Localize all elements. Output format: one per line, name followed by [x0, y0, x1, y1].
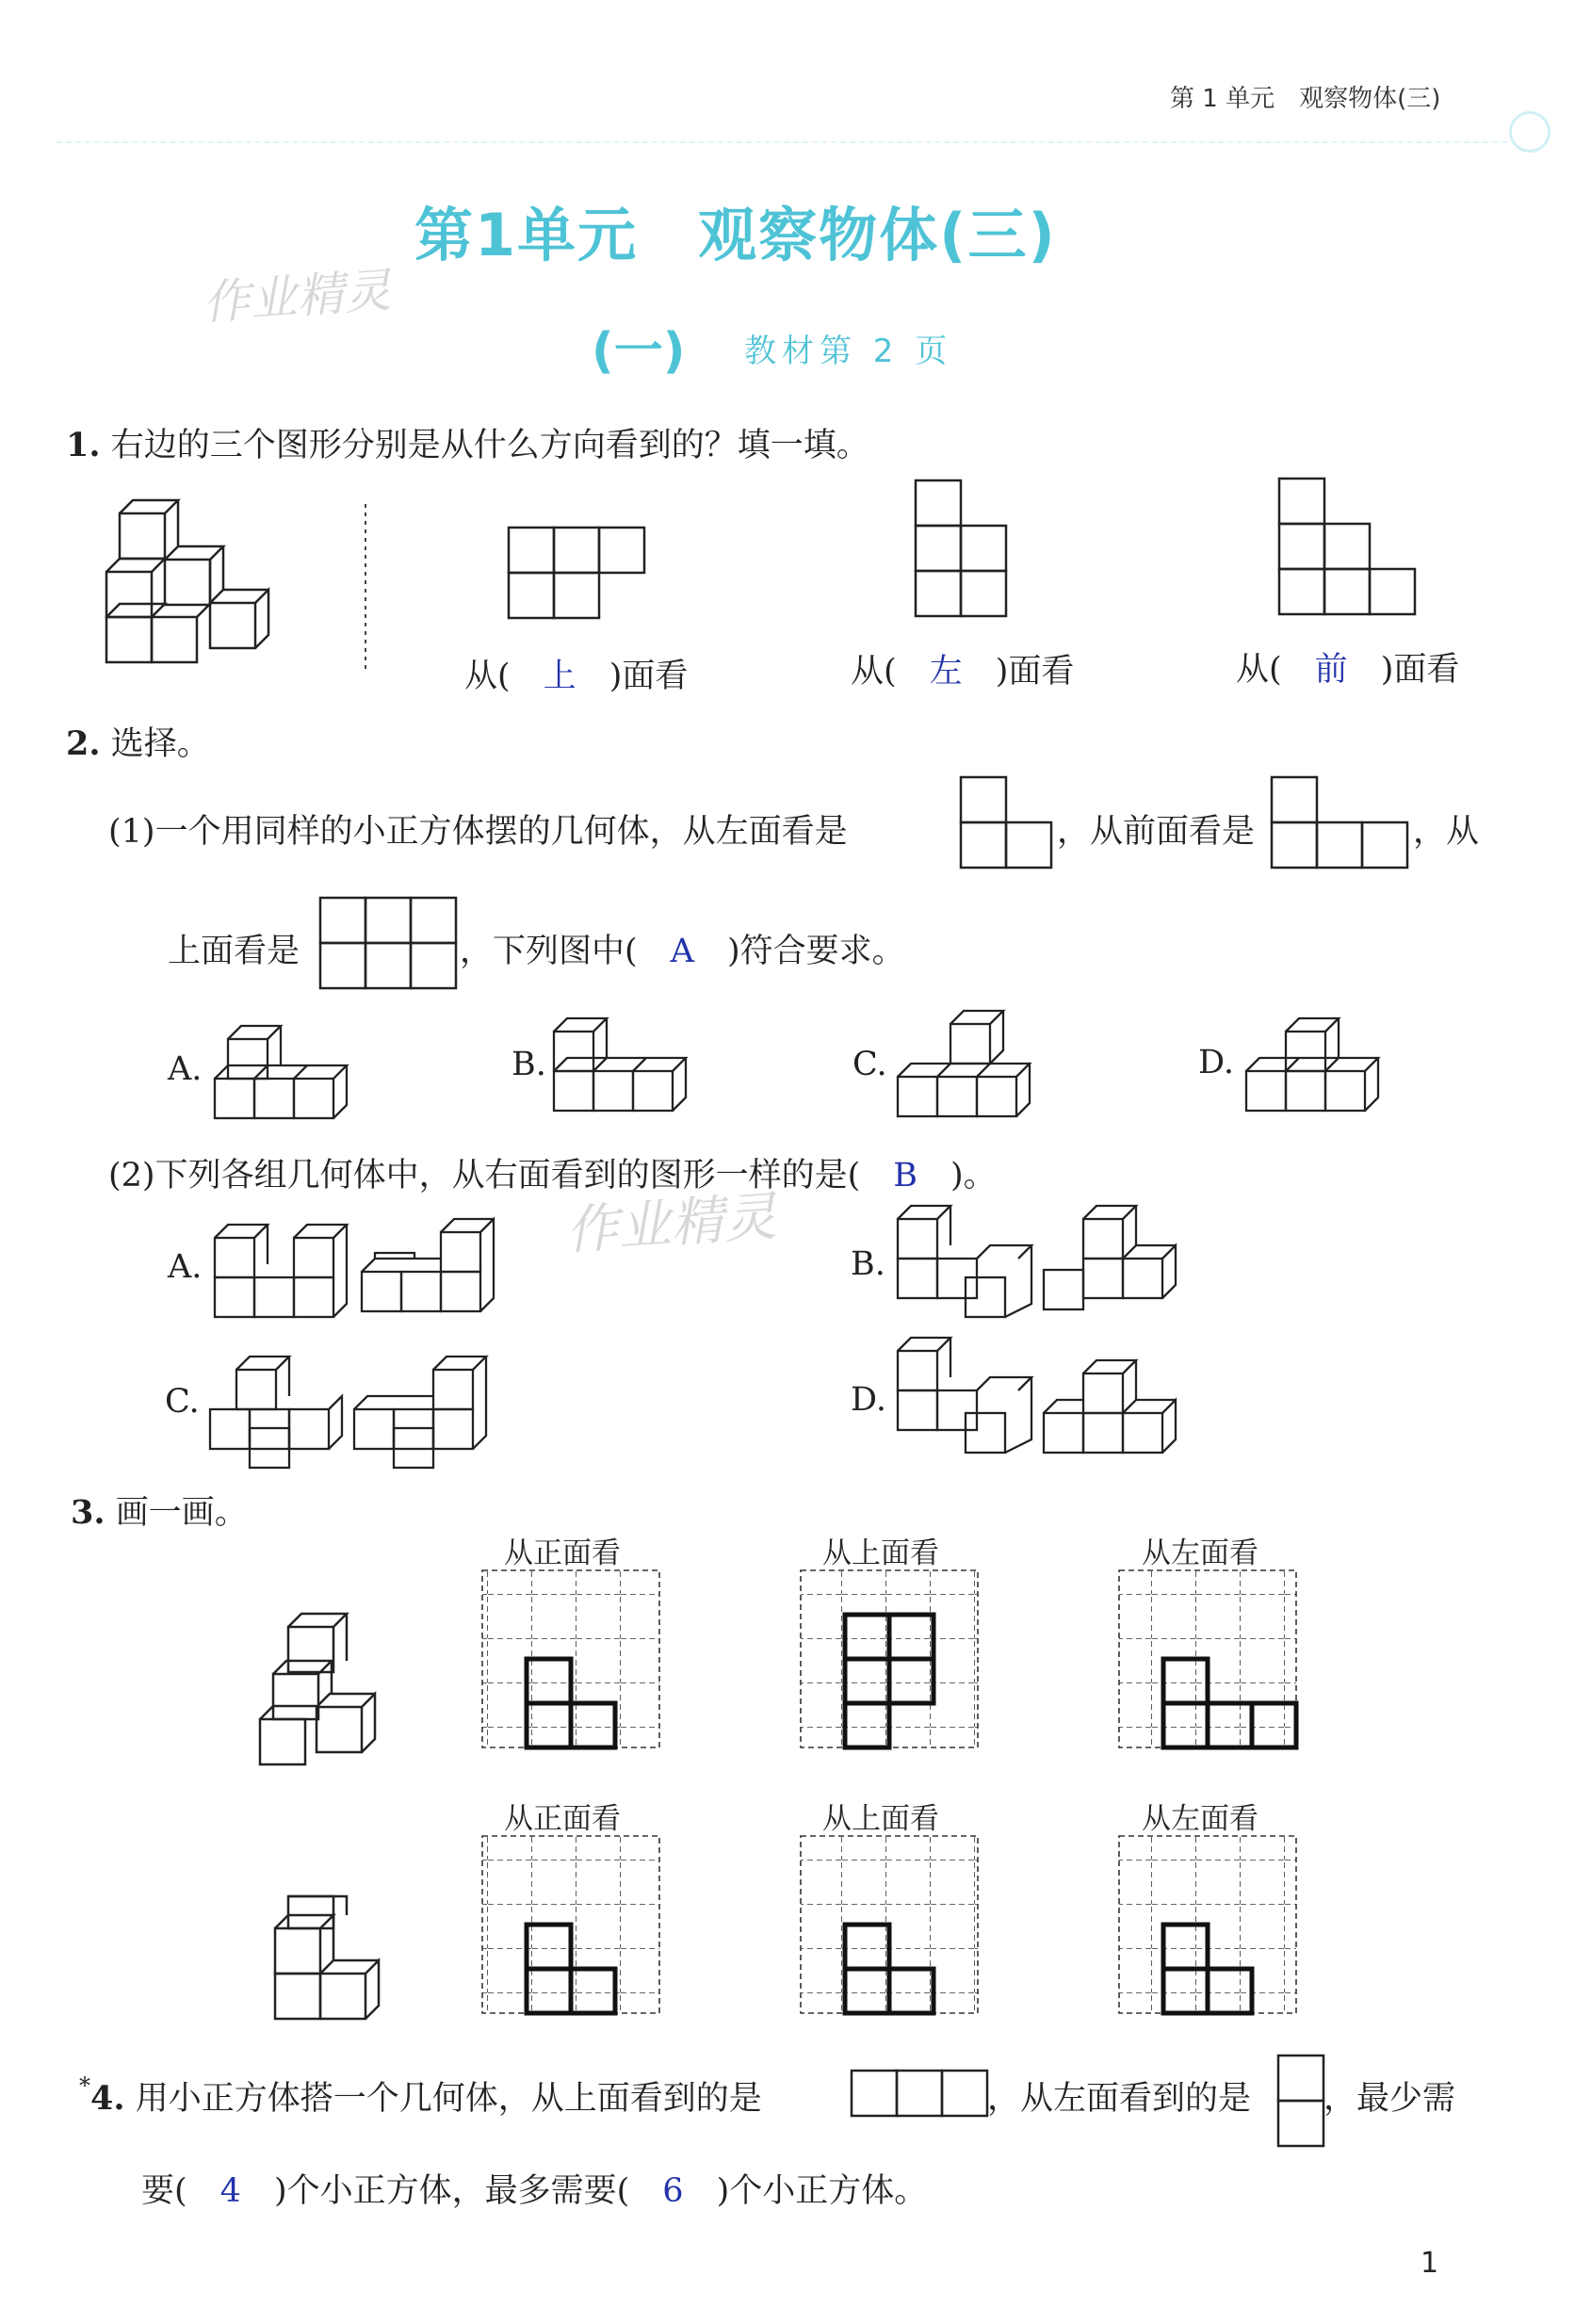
q2-part2-option-d: D.: [851, 1381, 886, 1419]
q1-view-1: 从( 上 )面看: [464, 658, 689, 695]
q3-caption-front-1: 从正面看: [504, 1536, 621, 1570]
page-title: 第1单元 观察物体(三): [414, 201, 1057, 269]
q2-part1-answer-line: ，下列图中( A )符合要求。: [460, 933, 905, 970]
section-title: (一): [592, 323, 686, 380]
q2-part1-option-d: D.: [1198, 1044, 1234, 1081]
q4-line2: 要( 4 )个小正方体，最多需要( 6 )个小正方体。: [141, 2172, 928, 2210]
watermark: 作业精灵: [563, 1186, 779, 1262]
q2-part1-line1: (1)一个用同样的小正方体摆的几何体，从左面看是: [108, 813, 848, 851]
watermark: 作业精灵: [201, 263, 394, 331]
q3-prompt: 3. 画一画。: [71, 1493, 248, 1532]
q3-caption-left-1: 从左面看: [1142, 1536, 1258, 1570]
q2-part1-option-a: A.: [168, 1050, 203, 1088]
q1-view-3: 从( 前 )面看: [1236, 651, 1460, 689]
q4-line1-end: ，最少需: [1323, 2080, 1456, 2118]
q2-part1-mid: ，从前面看是: [1057, 813, 1256, 851]
textbook-ref: 教材第 2 页: [744, 333, 953, 370]
q2-part2-option-c: C.: [165, 1383, 200, 1421]
q2-part2-option-b: B.: [851, 1245, 885, 1283]
q2-part1-option-b: B.: [511, 1046, 546, 1083]
q3-caption-left-2: 从左面看: [1142, 1802, 1258, 1836]
q2-part1-end: ，从: [1413, 813, 1480, 851]
q2-part2-option-a: A.: [168, 1248, 203, 1286]
q2-prompt: 2. 选择。: [66, 724, 210, 763]
q3-caption-front-2: 从正面看: [504, 1802, 621, 1836]
header-unit: 第 1 单元 观察物体(三): [1170, 85, 1441, 113]
q4-line1: *4. 用小正方体搭一个几何体，从上面看到的是: [79, 2072, 762, 2118]
q4-line1-mid: ，从左面看到的是: [987, 2080, 1252, 2118]
q2-part1-option-c: C.: [852, 1046, 887, 1083]
q3-caption-top-2: 从上面看: [822, 1802, 939, 1836]
page-number: 1: [1421, 2247, 1439, 2280]
q1-view-2: 从( 左 )面看: [851, 653, 1075, 691]
q2-part1-line2: 上面看是: [168, 933, 300, 970]
q1-prompt: 1. 右边的三个图形分别是从什么方向看到的？填一填。: [66, 426, 869, 464]
q3-caption-top-1: 从上面看: [822, 1536, 939, 1570]
q2-part2-prompt: (2)下列各组几何体中，从右面看到的图形一样的是( B )。: [108, 1157, 997, 1195]
